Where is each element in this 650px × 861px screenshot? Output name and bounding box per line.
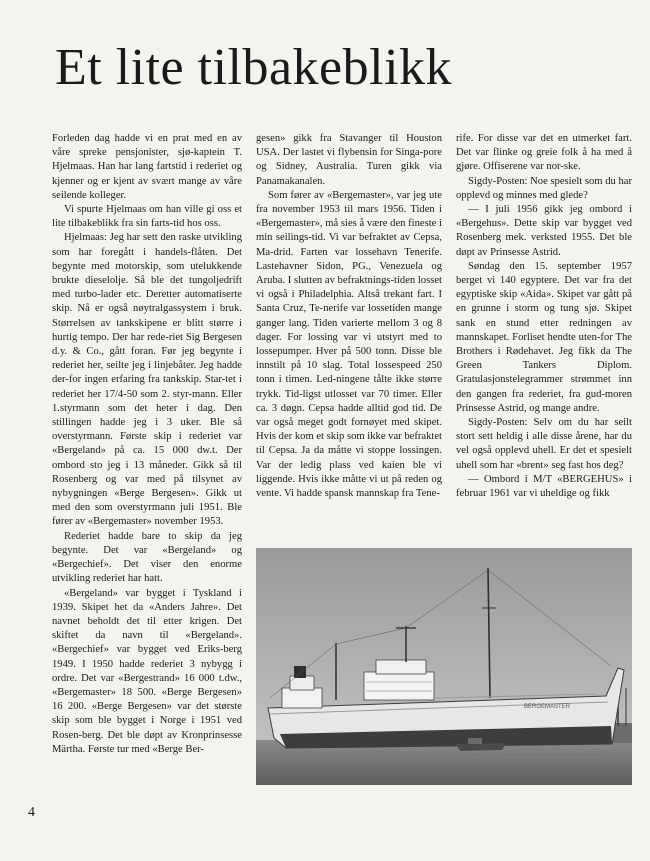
paragraph: Rederiet hadde bare to skip da jeg begynte. Det var «Bergeland» og «Bergechief». Det viser den enorme utvikling rederiet har hatt.: [52, 530, 242, 585]
ship-hull-name: BERGEMASTER: [524, 704, 571, 710]
paragraph: Sigdy-Posten: Noe spesielt som du har opplevd og minnes med glede?: [456, 175, 632, 201]
page-number: 4: [28, 805, 35, 820]
paragraph: — Ombord i M/T «BERGEHUS» i februar 1961 var vi uheldige og fikk: [456, 473, 632, 500]
paragraph: — I juli 1956 gikk jeg ombord i «Bergehus». Dette skip var bygget ved Rosenberg mek. verksted 1955. Det ble døpt av Prinsesse Astrid.: [456, 204, 632, 258]
paragraph: «Bergeland» var bygget i Tyskland i 1939. Skipet het da «Anders Jahre». Det navnet beholdt det til etter krigen. Det skiftet da navn til «Bergeland». «Bergechief» var bygget ved Eriks-berg 1949. I 1950 hadde rederiet 3 nybygg i ordre. Det var «Bergestrand» 16 000 t.dw., «Bergemaster» 18 500. «Berge Bergesen» 16 200. «Berge Bergesen» var det største skip som ble bygget i Norge i 1951 ved Rosen-berg. Det ble døpt av Kronprinsesse Märtha. Første tur med «Berge Ber-: [52, 587, 242, 755]
article-column-3: [456, 132, 632, 501]
paragraph: Sigdy-Posten: Selv om du har seilt stort sett heldig i alle disse årene, har du vel også opplevd uhell. Er det et spesielt uhell som har «brent» seg fast hos deg?: [456, 417, 632, 471]
paragraph: Hjelmaas: Jeg har sett den raske utvikling som har foregått i handels-flåten. Det begynte med motorskip, som utelukkende brukte dieselolje. Så ble det tungoljedrift med turbo-lader etc. Deretter automatiserte skip. Nå er også nøytralgassystem i bruk. Størrelsen av tankskipene er blitt større i hurtig tempo. Der har rede-riet Sig Bergesen d.y. & Co., gått foran. Før jeg begynte i rederiet her, seilte jeg i linjebåter. Jeg hadde der-for ingen erfaring fra tankskip. Star-tet i rederiet her 17/4-50 som 2. styr-mann. Eller 1.styrmann som det heter i dag. Den stillingen hadde jeg i 3 uker. Ble så overstyrmann. Første skip i rederiet var «Bergeland» på ca. 15 000 dw.t. Der ombord sto jeg i 13 måneder. Gikk så til Rosenberg og var med på tilsynet av nybygningen «Berge Bergesen». Gikk ut med den som overstyrmann juli 1951. Ble fører av «Bergemaster» november 1953.: [52, 232, 242, 528]
article-column-1: [52, 132, 242, 757]
paragraph: Vi spurte Hjelmaas om han ville gi oss et lite tilbakeblikk fra sin farts-tid hos oss.: [52, 204, 242, 230]
paragraph: Som fører av «Bergemaster», var jeg ute fra november 1953 til mars 1956. Tiden i «Bergemaster», må sies å være den fineste i min seilings-tid. Vi var befraktet av Cepsa, Ma-drid. Farten var lossehavn Tenerife. Lastehavner Sidon, PG., Venezuela og Aruba. I slutten av befraktnings-tiden losset vi også i Philadelphia. Altså trekant fart. I Santa Cruz, Te-nerife var lossetiden mange ganger lang. Tiden varierte mellom 3 og 8 dager. For lossing var vi utstyrt med to lossepumper. Hver på 500 tonn. Disse ble innstilt på 10 slag. Total lossespeed 250 tonn i timen. Led-ningene tålte ikke større trykk. Tid-ligst utlosset var 70 timer. Eller ca. 3 døgn. Cepsa hadde alltid god tid. De var også meget godt fornøyet med skipet. Hvis der kom et skip som ikke var befraktet til Cepsa. Ja da måtte vi stoppe lossingen. Var der ledig plass ved kaien ble vi liggende. Hvis ikke måtte vi ut på reden og vente. Vi hadde spansk mannskap fra Tene-: [256, 189, 442, 500]
tanker-ship-photo: [256, 548, 632, 785]
paragraph: Forleden dag hadde vi en prat med en av våre spreke pensjonister, sjø-kaptein T. Hjelmaas. Han har lang fartstid i rederiet og kjenner og er kjent av svært mange av våre seilende kolleger.: [52, 133, 242, 201]
article-title: Et lite tilbakeblikk: [55, 39, 453, 96]
article-column-2: [256, 132, 442, 501]
paragraph: rife. For disse var det en utmerket fart. Det var flinke og greie folk å ha med å gjøre. Offiserene var nor-ske.: [456, 133, 632, 173]
paragraph: gesen» gikk fra Stavanger til Houston USA. Der lastet vi flybensin for Singa-pore og Sidney, Australia. Turen gikk via Panamakanalen.: [256, 133, 442, 187]
paragraph: Søndag den 15. september 1957 berget vi 140 egyptere. Det var fra det egyptiske skip «Aida». Skipet var gått på en grunne i storm og tung sjø. Skipet sank en stund etter redningen av mannskapet. Forliset hendte uten-for The Brothers i Rødehavet. Jeg fikk da The Green Tankers Diplom. Gratulasjonstelegrammer strømmet inn den gangen fra rederiet, fra gud-moren Prinsesse Astrid, og mange andre.: [456, 260, 632, 414]
